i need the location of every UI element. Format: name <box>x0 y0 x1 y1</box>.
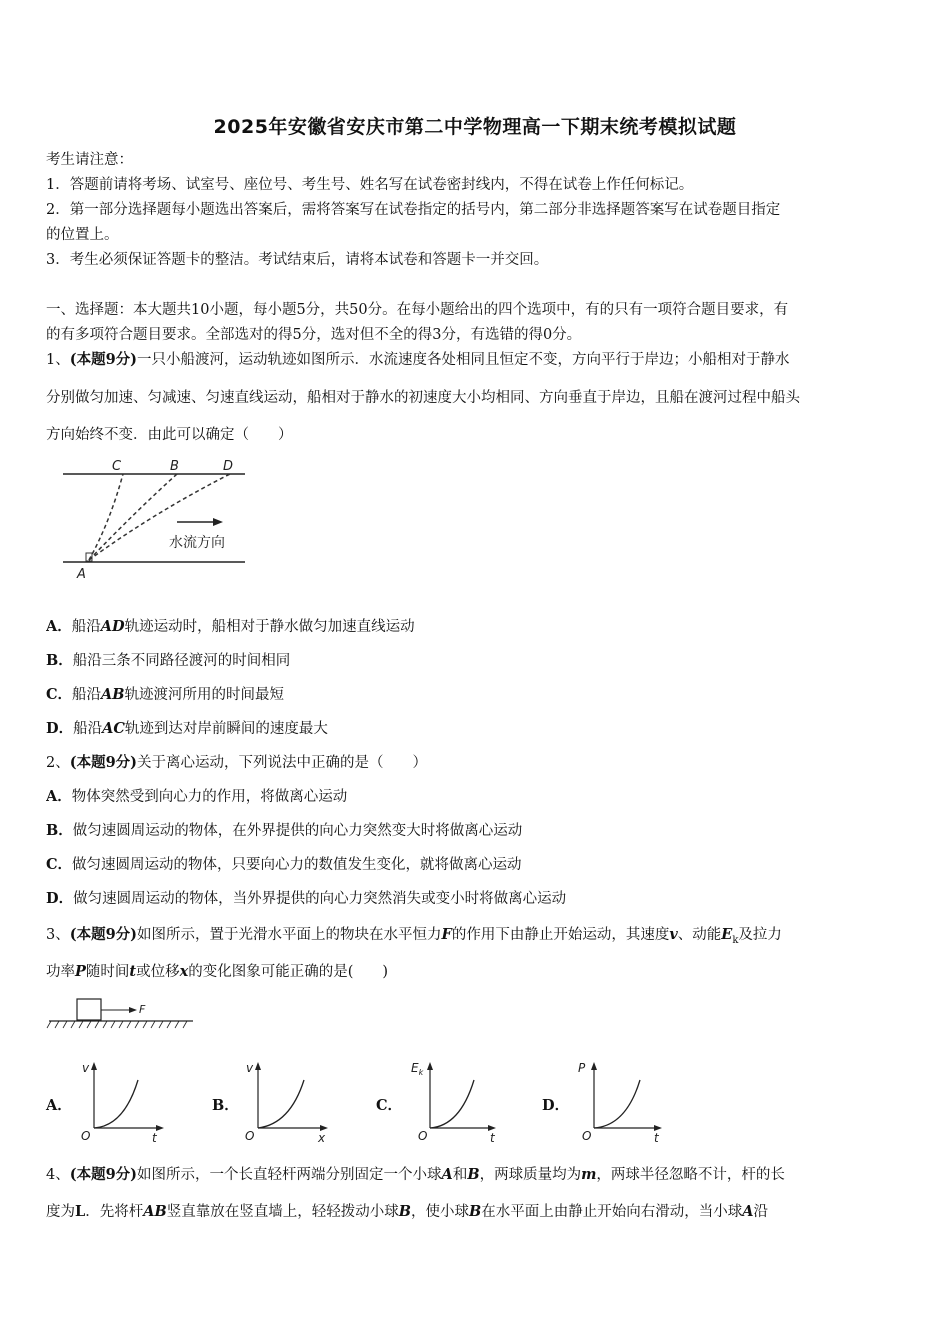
q3-graph-b-x: x <box>318 1131 326 1144</box>
q1-number: 1、 <box>46 352 70 368</box>
q3-force-label: F <box>139 1003 146 1016</box>
q3-graph-c-origin: O <box>418 1129 428 1143</box>
q1-option-a: A．船沿AD轨迹运动时，船相对于静水做匀加速直线运动 <box>46 618 415 635</box>
q3-graph-d-y: P <box>578 1061 586 1075</box>
q3-graph-a-y: v <box>82 1061 90 1075</box>
q3-block-figure <box>45 995 195 1031</box>
q1-flow-label: 水流方向 <box>169 535 225 551</box>
q1-label-a: A <box>77 567 86 582</box>
q1-option-b: B．船沿三条不同路径渡河的时间相同 <box>46 652 291 669</box>
q3-graph-c-x: t <box>490 1131 495 1144</box>
q1-option-c: C．船沿AB轨迹渡河所用的时间最短 <box>46 686 285 703</box>
q2-option-a: A．物体突然受到向心力的作用，将做离心运动 <box>46 788 348 805</box>
q3-graph-a-label: A． <box>46 1097 72 1114</box>
q3-graph-d <box>574 1058 664 1144</box>
q1-label-d: D <box>223 459 234 474</box>
section-intro-line-2: 的有多项符合题目要求。全部选对的得5分，选对但不全的得3分，有选错的得0分。 <box>46 327 582 343</box>
q3-graph-c-y: $E_k$ <box>411 1061 424 1077</box>
q3-graph-a-x: t <box>152 1131 157 1144</box>
q3-graph-d-x: t <box>654 1131 659 1144</box>
q1-score: (本题9分) <box>69 351 138 368</box>
notice-item-1: 1．答题前请将考场、试室号、座位号、考生号、姓名写在试卷密封线内，不得在试卷上作任何标记。 <box>46 177 694 193</box>
notice-item-2: 2．第一部分选择题每小题选出答案后，需将答案写在试卷指定的括号内，第二部分非选择题答案写在试卷题目指定 <box>46 202 781 218</box>
notice-item-2-cont: 的位置上。 <box>46 227 119 243</box>
q2-stem: 2、(本题9分)关于离心运动，下列说法中正确的是（ ） <box>46 754 428 771</box>
q3-graph-d-origin: O <box>582 1129 592 1143</box>
q2-option-b: B．做匀速圆周运动的物体，在外界提供的向心力突然变大时将做离心运动 <box>46 822 523 839</box>
q2-option-c: C．做匀速圆周运动的物体，只要向心力的数值发生变化，就将做离心运动 <box>46 856 522 873</box>
q3-line-2: 功率P随时间t或位移x的变化图象可能正确的是( ) <box>46 963 389 980</box>
q3-graph-a-origin: O <box>81 1129 91 1143</box>
q4-line-2: 度为L．先将杆AB竖直靠放在竖直墙上，轻轻拨动小球B，使小球B在水平面上由静止开始向右滑动，当小球A沿 <box>46 1203 769 1220</box>
q3-graph-b-origin: O <box>245 1129 255 1143</box>
q1-line-1 <box>46 350 906 370</box>
q3-graph-c <box>408 1058 498 1144</box>
q3-graph-b-label: B． <box>212 1097 239 1114</box>
q1-stem-1: 一只小船渡河，运动轨迹如图所示．水流速度各处相同且恒定不变，方向平行于岸边；小船相对于静水 <box>137 352 790 368</box>
q1-river-figure <box>55 452 255 582</box>
q3-graph-b <box>242 1058 332 1144</box>
notice-item-3: 3．考生必须保证答题卡的整洁。考试结束后，请将本试卷和答题卡一并交回。 <box>46 252 549 268</box>
q3-line-1: 3、(本题9分)如图所示，置于光滑水平面上的物块在水平恒力F的作用下由静止开始运动，其速度v、动能$E_k$及拉力 <box>46 926 782 946</box>
q3-graph-b-y: v <box>246 1061 254 1075</box>
q3-graph-a <box>78 1058 168 1144</box>
section-intro-line-1: 一、选择题：本大题共10小题，每小题5分，共50分。在每小题给出的四个选项中，有的只有一项符合题目要求，有 <box>46 302 789 318</box>
q3-graph-c-label: C． <box>376 1097 403 1114</box>
q2-option-d: D．做匀速圆周运动的物体，当外界提供的向心力突然消失或变小时将做离心运动 <box>46 890 567 907</box>
q1-label-b: B <box>170 459 179 474</box>
notice-heading: 考生请注意： <box>46 152 133 168</box>
q1-line-3: 方向始终不变．由此可以确定（ ） <box>46 427 293 443</box>
q3-graph-d-label: D． <box>542 1097 570 1114</box>
q4-line-1: 4、(本题9分)如图所示，一个长直轻杆两端分别固定一个小球A和B，两球质量均为m，两球半径忽略不计，杆的长 <box>46 1166 785 1183</box>
q1-label-c: C <box>112 459 122 474</box>
q1-line-2: 分别做匀加速、匀减速、匀速直线运动，船相对于静水的初速度大小均相同、方向垂直于岸边，且船在渡河过程中船头 <box>46 390 800 406</box>
q1-option-d: D．船沿AC轨迹到达对岸前瞬间的速度最大 <box>46 720 328 737</box>
page-title: 2025年安徽省安庆市第二中学物理高一下期末统考模拟试题 <box>213 116 737 138</box>
